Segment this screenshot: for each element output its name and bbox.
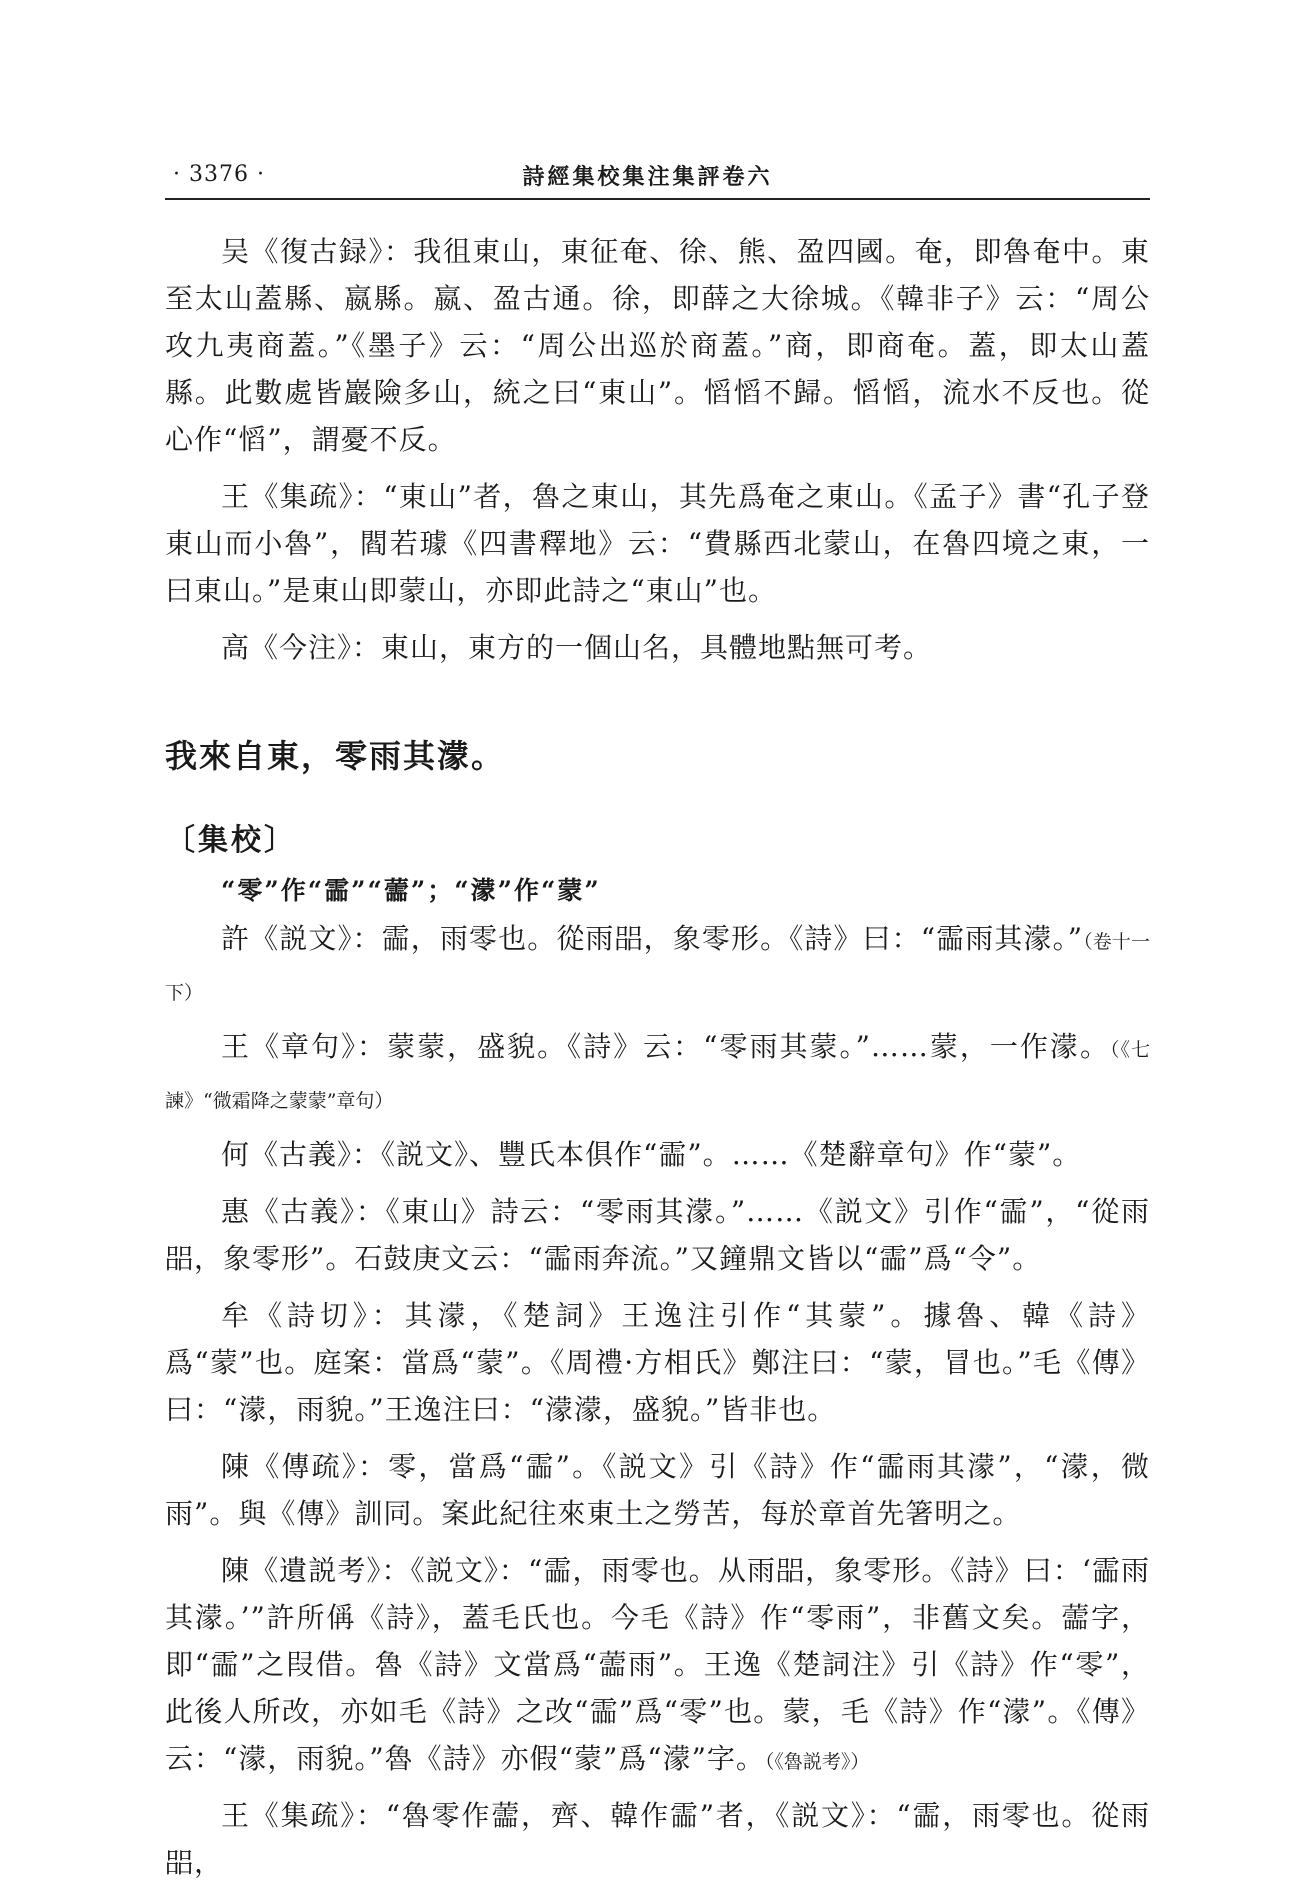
entry-text: 惠《古義》：《東山》詩云：“零雨其濛。”……《説文》引作“霝”，“從雨㗊，象零形”。石鼓庚文云：“霝雨奔流。”又鐘鼎文皆以“霝”爲“令”。 — [165, 1195, 1150, 1275]
paragraph: 王《集疏》：“東山”者，魯之東山，其先爲奄之東山。《孟子》書“孔子登東山而小魯”，閻若璩《四書釋地》云：“費縣西北蒙山，在魯四境之東，一曰東山。”是東山即蒙山，亦即此詩之“東山”也。 — [165, 480, 1150, 607]
entry-note: （《七諫》“微霜降之蒙蒙”章句） — [165, 1039, 1150, 1112]
entry-text: 王《集疏》：“魯零作蘦，齊、韓作霝”者，《説文》：“霝，雨零也。從雨㗊， — [165, 1799, 1150, 1879]
page-header — [165, 160, 1130, 200]
entry-text: 何《古義》：《説文》、豐氏本俱作“霝”。……《楚辭章句》作“蒙”。 — [221, 1138, 1082, 1171]
entry — [165, 1443, 1150, 1541]
header-rule — [165, 198, 1150, 200]
subheading: “零”作“霝”“蘦”；“濛”作“蒙” — [221, 876, 601, 905]
verse-line: 我來自東，零雨其濛。 — [165, 737, 506, 775]
entry — [165, 1292, 1150, 1437]
entry-text: 陳《遺説考》：《説文》：“霝，雨零也。从雨㗊，象零形。《詩》曰：‘霝雨其濛。’”許所偁《詩》，蓋毛氏也。今毛《詩》作“零雨”，非舊文矣。蘦字，即“霝”之叚借。魯《詩》文當爲“蘦雨”。王逸《楚詞注》引《詩》作“零”，此後人所改，亦如毛《詩》之改“霝”爲“零”也。蒙，毛《詩》作“濛”。《傳》云：“濛，雨貌。”魯《詩》亦假“蒙”爲“濛”字。 — [165, 1554, 1150, 1775]
entry — [165, 1792, 1150, 1890]
paragraph: 吴《復古録》：我徂東山，東征奄、徐、熊、盈四國。奄，即魯奄中。東至太山蓋縣、嬴縣。嬴、盈古通。徐，即薛之大徐城。《韓非子》云：“周公攻九夷商蓋。”《墨子》云：“周公出巡於商蓋。”商，即商奄。蓋，即太山蓋縣。此數處皆巖險多山，統之曰“東山”。慆慆不歸。慆慆，流水不反也。從心作“慆”，謂憂不反。 — [165, 235, 1150, 456]
page-number: · 3376 · — [173, 162, 265, 187]
entry-text: 陳《傳疏》：零，當爲“霝”。《説文》引《詩》作“霝雨其濛”，“濛，微雨”。與《傳》訓同。案此紀往來東土之勞苦，每於章首先箸明之。 — [165, 1450, 1150, 1530]
entry-note: （《魯説考》） — [764, 1751, 870, 1773]
paragraph: 高《今注》：東山，東方的一個山名，具體地點無可考。 — [221, 631, 933, 664]
entry — [165, 1131, 1150, 1182]
entry-text: 王《章句》：蒙蒙，盛貌。《詩》云：“零雨其蒙。”……蒙，一作濛。 — [221, 1030, 1110, 1063]
entry-text: 牟《詩切》：其濛，《楚詞》王逸注引作“其蒙”。據魯、韓《詩》爲“蒙”也。庭案：當爲“蒙”。《周禮·方相氏》鄭注曰：“蒙，冒也。”毛《傳》曰：“濛，雨貌。”王逸注曰：“濛濛，盛貌。”皆非也。 — [165, 1299, 1150, 1426]
entry-text: 許《説文》：霝，雨零也。從雨㗊，象零形。《詩》曰：“霝雨其濛。” — [221, 922, 1084, 955]
entry — [165, 1023, 1150, 1125]
entry — [165, 1188, 1150, 1286]
entry — [165, 1547, 1150, 1786]
entry — [165, 915, 1150, 1017]
running-title: 詩經集校集注集評卷六 — [522, 164, 773, 190]
section-title: 〔集校〕 — [165, 823, 297, 858]
page-body — [165, 228, 1150, 1896]
entry-note: （卷十一下） — [165, 931, 1150, 1004]
